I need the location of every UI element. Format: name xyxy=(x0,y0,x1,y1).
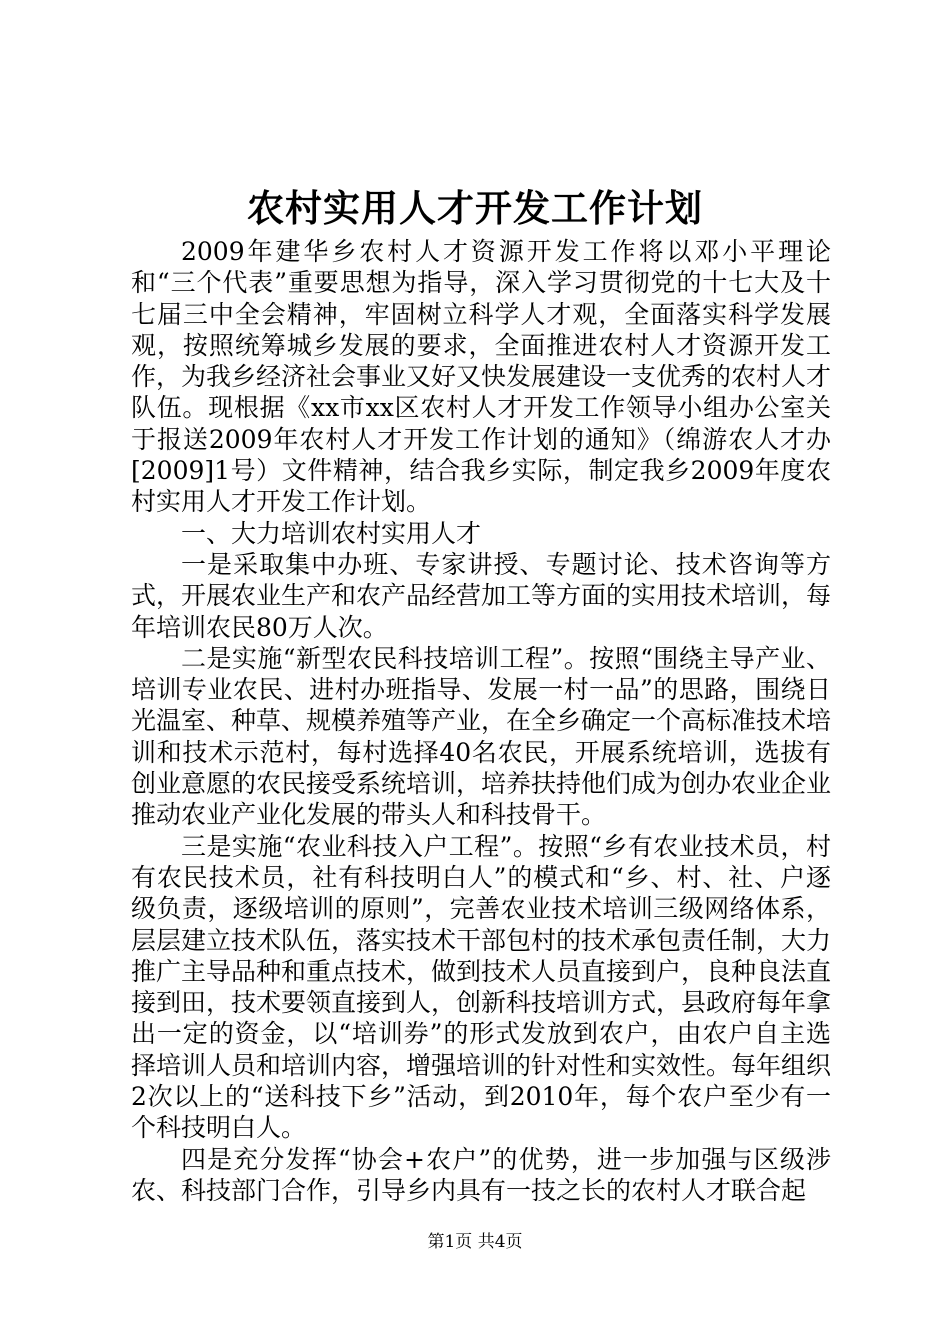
document-body xyxy=(131,236,831,1206)
paragraph-item-4: 四是充分发挥“协会+农户”的优势，进一步加强与区级涉农、科技部门合作，引导乡内具有一技之长的农村人才联合起 xyxy=(131,1144,831,1205)
section-heading-1: 一、大力培训农村实用人才 xyxy=(181,518,482,548)
page-footer: 第1页 共4页 xyxy=(427,1232,523,1252)
paragraph-item-2: 二是实施“新型农民科技培训工程”。按照“围绕主导产业、培训专业农民、进村办班指导、发展一村一品”的思路，围绕日光温室、种草、规模养殖等产业，在全乡确定一个高标准技术培训和技术示范村，每村选择40名农民，开展系统培训，选拔有创业意愿的农民接受系统培训，培养扶持他们成为创办农业企业推动农业产业化发展的带头人和科技骨干。 xyxy=(131,643,832,830)
paragraph-item-1: 一是采取集中办班、专家讲授、专题讨论、技术咨询等方式，开展农业生产和农产品经营加工等方面的实用技术培训，每年培训农民80万人次。 xyxy=(131,549,832,642)
paragraph-item-3: 三是实施“农业科技入户工程”。按照“乡有农业技术员，村有农民技术员，社有科技明白人”的模式和“乡、村、社、户逐级负责，逐级培训的原则”，完善农业技术培训三级网络体系，层层建立技术队伍，落实技术干部包村的技术承包责任制，大力推广主导品种和重点技术，做到技术人员直接到户，良种良法直接到田，技术要领直接到人，创新科技培训方式，县政府每年拿出一定的资金，以“培训券”的形式发放到农户，由农户自主选择培训人员和培训内容，增强培训的针对性和实效性。每年组织2次以上的“送科技下乡”活动，到2010年，每个农户至少有一个科技明白人。 xyxy=(131,831,832,1143)
document-title: 农村实用人才开发工作计划 xyxy=(247,186,703,230)
paragraph-intro: 2009年建华乡农村人才资源开发工作将以邓小平理论和“三个代表”重要思想为指导，深入学习贯彻党的十七大及十七届三中全会精神，牢固树立科学人才观，全面落实科学发展观，按照统筹城乡发展的要求，全面推进农村人才资源开发工作，为我乡经济社会事业又好又快发展建设一支优秀的农村人才队伍。现根据《xx市xx区农村人才开发工作领导小组办公室关于报送2009年农村人才开发工作计划的通知》（绵游农人才办[2009]1号）文件精神，结合我乡实际，制定我乡2009年度农村实用人才开发工作计划。 xyxy=(131,237,832,517)
